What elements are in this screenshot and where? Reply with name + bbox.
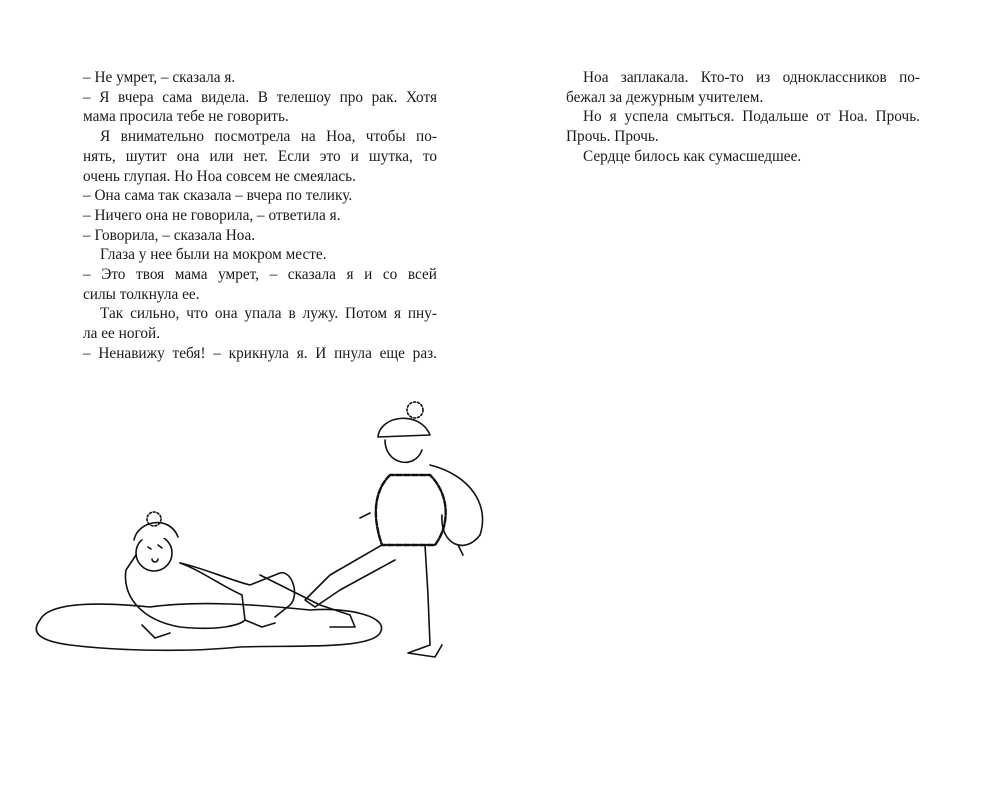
text-line: Ноа заплакала. Кто-то из одноклассников по- xyxy=(583,69,920,86)
text-line: силы толкнула ее. xyxy=(83,285,200,303)
text-line: – Говорила, – сказала Ноа. xyxy=(83,226,256,244)
text-line: Но я успела смыться. Подальше от Ноа. Прочь. xyxy=(583,108,920,126)
text-line: нять, шутит она или нет. Если это и шутка, то xyxy=(83,147,437,165)
text-line: – Не умрет, – сказала я. xyxy=(83,69,236,86)
text-line: Прочь. Прочь. xyxy=(566,128,659,146)
illustration-girl-kicking-girl-in-puddle xyxy=(30,395,510,665)
text-line: – Я вчера сама видела. В телешоу про рак. Хотя xyxy=(83,88,437,106)
text-line: Глаза у нее были на мокром месте. xyxy=(100,246,327,264)
text-line: мама просила тебе не говорить. xyxy=(83,108,289,126)
text-line: – Ничего она не говорила, – ответила я. xyxy=(83,206,341,224)
text-line: очень глупая. Но Ноа совсем не смеялась. xyxy=(83,167,356,185)
text-line: бежал за дежурным учителем. xyxy=(566,88,764,106)
right-page-text xyxy=(566,68,920,167)
text-line: Так сильно, что она упала в лужу. Потом я пну- xyxy=(100,305,437,323)
text-line: – Это твоя мама умрет, – сказала я и со всей xyxy=(83,266,437,284)
text-line: Я внимательно посмотрела на Ноа, чтобы по- xyxy=(100,128,437,146)
kicking-girl xyxy=(305,402,483,657)
text-line: – Она сама так сказала – вчера по телику. xyxy=(83,187,353,205)
text-line: – Ненавижу тебя! – крикнула я. И пнула еще раз. xyxy=(83,344,437,362)
fallen-girl xyxy=(125,512,355,638)
text-line: ла ее ногой. xyxy=(83,325,161,343)
left-page-text xyxy=(83,68,437,364)
text-line: Сердце билось как сумасшедшее. xyxy=(583,147,802,165)
